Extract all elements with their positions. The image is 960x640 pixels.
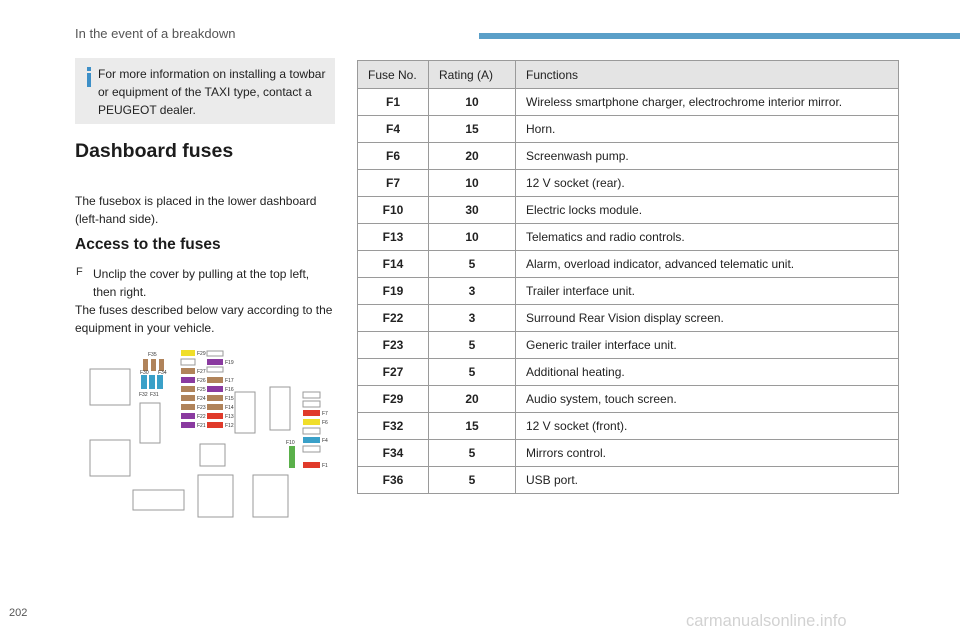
fuse-f26 — [181, 377, 195, 383]
fuse-function: Surround Rear Vision display screen. — [516, 305, 899, 332]
fuse-f17 — [207, 377, 223, 383]
fuse-number: F6 — [358, 143, 429, 170]
fuse-rating: 15 — [429, 116, 516, 143]
label-f25: F25 — [197, 387, 206, 393]
fuse-number: F27 — [358, 359, 429, 386]
fuse-number: F36 — [358, 467, 429, 494]
fuse-function: Generic trailer interface unit. — [516, 332, 899, 359]
table-row — [358, 467, 899, 494]
fusebox-slot — [90, 440, 130, 476]
fuse-f1 — [303, 462, 320, 468]
fuse-number: F29 — [358, 386, 429, 413]
label-f19: F19 — [225, 360, 234, 366]
fuse-rating: 10 — [429, 170, 516, 197]
fuse-function: Wireless smartphone charger, electrochrome interior mirror. — [516, 89, 899, 116]
fusebox-slot — [303, 392, 320, 398]
intro-paragraph: The fusebox is placed in the lower dashboard (left-hand side). — [75, 194, 317, 226]
fuse-f19 — [207, 359, 223, 365]
info-text: For more information on installing a towbar or equipment of the TAXI type, contact a PEUGEOT dealer. — [98, 67, 326, 117]
fuse-f12 — [207, 422, 223, 428]
info-icon — [86, 67, 92, 87]
fuse-f22 — [181, 413, 195, 419]
fuse-rating: 20 — [429, 386, 516, 413]
fuse-table — [357, 60, 899, 494]
fuse-function: Electric locks module. — [516, 197, 899, 224]
fusebox-slot — [270, 387, 290, 430]
fuse-f16 — [207, 386, 223, 392]
table-header-row — [358, 61, 899, 89]
fuse-f6 — [303, 419, 320, 425]
table-row — [358, 386, 899, 413]
table-row — [358, 413, 899, 440]
fuse-f21 — [181, 422, 195, 428]
fuse-function: Horn. — [516, 116, 899, 143]
note-paragraph: The fuses described below vary according to the equipment in your vehicle. — [75, 303, 333, 335]
fuse-number: F10 — [358, 197, 429, 224]
table-row — [358, 251, 899, 278]
fuse-f30 — [149, 375, 155, 389]
fusebox-diagram — [85, 345, 335, 525]
fusebox-slot — [253, 475, 288, 517]
table-row — [358, 305, 899, 332]
fuse-number: F23 — [358, 332, 429, 359]
fuse-rating: 30 — [429, 197, 516, 224]
table-row — [358, 278, 899, 305]
fuse-function: Screenwash pump. — [516, 143, 899, 170]
fusebox-slot — [198, 475, 233, 517]
label-f27: F27 — [197, 369, 206, 375]
fuse-rating: 10 — [429, 89, 516, 116]
table-row — [358, 332, 899, 359]
fusebox-slot — [200, 444, 225, 466]
fusebox-slot — [90, 369, 130, 405]
fuse-rating: 3 — [429, 305, 516, 332]
fusebox-slot — [207, 351, 223, 356]
table-row — [358, 440, 899, 467]
fusebox-slot — [181, 359, 195, 365]
table-row — [358, 224, 899, 251]
fuse-function: Trailer interface unit. — [516, 278, 899, 305]
fuse-f25 — [181, 386, 195, 392]
label-f23: F23 — [197, 405, 206, 411]
fuse-function: Mirrors control. — [516, 440, 899, 467]
fuse-function: Additional heating. — [516, 359, 899, 386]
label-f31: F31 — [150, 392, 159, 398]
fuse-rating: 5 — [429, 332, 516, 359]
fuse-number: F32 — [358, 413, 429, 440]
fuse-f4 — [303, 437, 320, 443]
label-f24: F24 — [197, 396, 206, 402]
table-row — [358, 197, 899, 224]
page-number: 202 — [9, 607, 28, 619]
fusebox-slot — [140, 403, 160, 443]
fuse-f23 — [181, 404, 195, 410]
table-row — [358, 89, 899, 116]
fuse-rating: 10 — [429, 224, 516, 251]
fuse-number: F14 — [358, 251, 429, 278]
fuse-rating: 5 — [429, 251, 516, 278]
label-f15: F15 — [225, 396, 234, 402]
fuse-f35 — [151, 359, 156, 371]
fusebox-slot — [303, 446, 320, 452]
label-f29: F29 — [197, 351, 206, 357]
fuse-f24 — [181, 395, 195, 401]
fuse-f15 — [207, 395, 223, 401]
subsection-title: Access to the fuses — [75, 236, 221, 253]
fuse-f7 — [303, 410, 320, 416]
fuse-number: F22 — [358, 305, 429, 332]
fuse-number: F13 — [358, 224, 429, 251]
bullet-instruction: Unclip the cover by pulling at the top left, then right. — [93, 267, 310, 299]
fusebox-slot — [303, 401, 320, 407]
fuse-rating: 15 — [429, 413, 516, 440]
header-accent-bar — [479, 33, 960, 39]
fuse-function: Alarm, overload indicator, advanced telematic unit. — [516, 251, 899, 278]
fuse-rating: 20 — [429, 143, 516, 170]
watermark: carmanualsonline.info — [686, 612, 847, 630]
fuse-f29 — [181, 350, 195, 356]
label-f10: F10 — [286, 440, 295, 446]
fuse-function: Audio system, touch screen. — [516, 386, 899, 413]
label-f13: F13 — [225, 414, 234, 420]
fuse-function: USB port. — [516, 467, 899, 494]
label-f32: F32 — [139, 392, 148, 398]
fuse-rating: 5 — [429, 359, 516, 386]
fuse-f27 — [181, 368, 195, 374]
label-f4: F4 — [322, 438, 328, 444]
fuse-function: 12 V socket (rear). — [516, 170, 899, 197]
fuse-number: F19 — [358, 278, 429, 305]
fusebox-slot — [235, 392, 255, 433]
table-row — [358, 359, 899, 386]
label-f16: F16 — [225, 387, 234, 393]
fuse-function: 12 V socket (front). — [516, 413, 899, 440]
running-header: In the event of a breakdown — [75, 26, 236, 41]
fusebox-slot — [207, 367, 223, 372]
header-functions: Functions — [516, 61, 899, 89]
label-f26: F26 — [197, 378, 206, 384]
fuse-number: F34 — [358, 440, 429, 467]
fuse-f14 — [207, 404, 223, 410]
label-f6: F6 — [322, 420, 328, 426]
label-f1: F1 — [322, 463, 328, 469]
label-f22: F22 — [197, 414, 206, 420]
bullet-icon: F — [76, 266, 83, 278]
table-row — [358, 116, 899, 143]
fuse-number: F4 — [358, 116, 429, 143]
label-f35: F35 — [148, 352, 157, 358]
fusebox-slot — [133, 490, 184, 510]
fuse-rating: 5 — [429, 467, 516, 494]
label-f12: F12 — [225, 423, 234, 429]
fuse-rating: 3 — [429, 278, 516, 305]
label-f30: F30 — [140, 370, 149, 376]
fuse-rating: 5 — [429, 440, 516, 467]
fuse-f13 — [207, 413, 223, 419]
fuse-number: F1 — [358, 89, 429, 116]
fuse-function: Telematics and radio controls. — [516, 224, 899, 251]
label-f7: F7 — [322, 411, 328, 417]
fuse-f30 — [141, 375, 147, 389]
fusebox-slot — [303, 428, 320, 434]
header-rating: Rating (A) — [429, 61, 516, 89]
label-f14: F14 — [225, 405, 234, 411]
label-f34: F34 — [158, 370, 167, 376]
header-fuse-no: Fuse No. — [358, 61, 429, 89]
table-row — [358, 143, 899, 170]
fuse-f34 — [157, 375, 163, 389]
label-f17: F17 — [225, 378, 234, 384]
fuse-f10 — [289, 446, 295, 468]
fuse-number: F7 — [358, 170, 429, 197]
section-title: Dashboard fuses — [75, 140, 234, 162]
table-row — [358, 170, 899, 197]
label-f21: F21 — [197, 423, 206, 429]
